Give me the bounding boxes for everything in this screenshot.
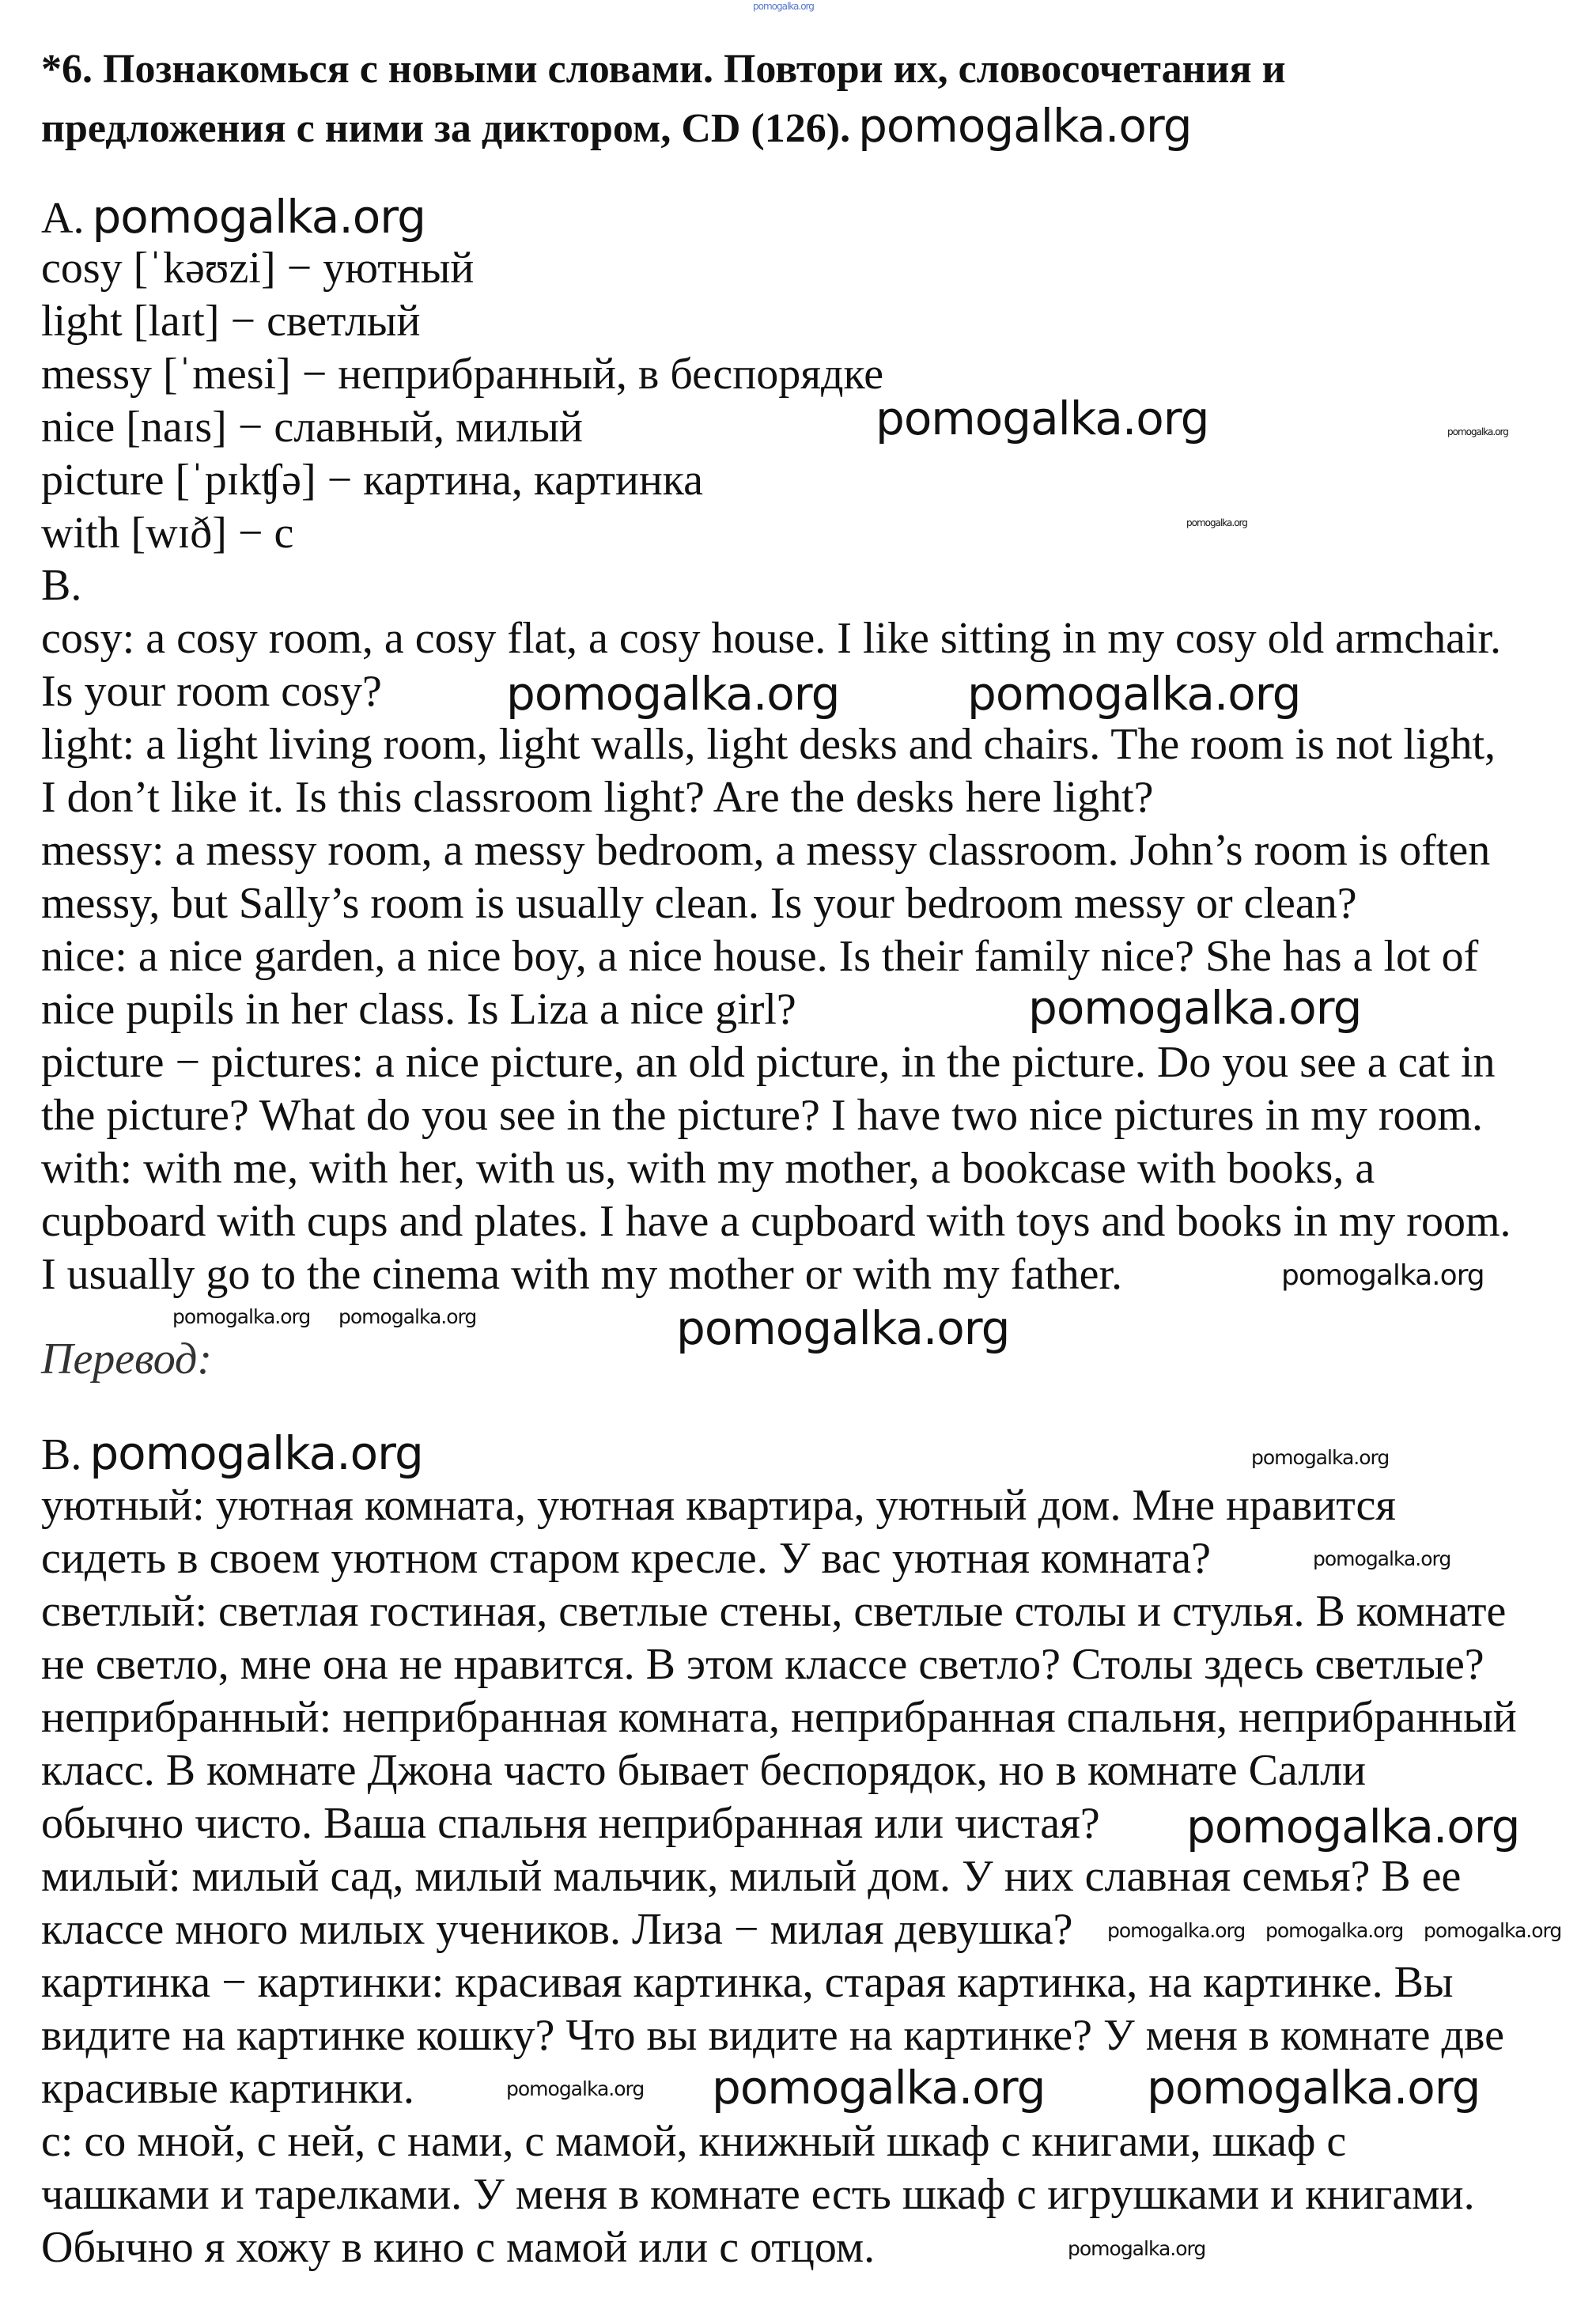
watermark: pomogalka.org xyxy=(92,190,425,244)
example-line: nice pupils in her class. Is Liza a nice girl? xyxy=(41,985,796,1034)
example-line: I usually go to the cinema with my mother or with my father. xyxy=(41,1250,1123,1299)
watermark: pomogalka.org xyxy=(858,99,1192,153)
section-b-label: B. xyxy=(41,561,82,610)
watermark: pomogalka.org xyxy=(1251,1446,1390,1469)
translation-line: сидеть в своем уютном старом кресле. У вас уютная комната? xyxy=(41,1534,1211,1583)
watermark: pomogalka.org xyxy=(1186,517,1247,528)
section-a-label-row xyxy=(41,190,425,244)
watermark: pomogalka.org xyxy=(338,1305,477,1328)
exercise-title-line-2-row xyxy=(41,99,1192,153)
watermark: pomogalka.org xyxy=(1424,1919,1562,1942)
translation-label: B. xyxy=(41,1430,82,1479)
watermark: pomogalka.org xyxy=(876,392,1209,445)
vocabulary-entry: light [laɪt] − светлый xyxy=(41,297,421,346)
watermark: pomogalka.org xyxy=(676,1301,1010,1355)
translation-line: видите на картинке кошку? Что вы видите на картинке? У меня в комнате две xyxy=(41,2011,1504,2060)
translation-line: чашками и тарелками. У меня в комнате есть шкаф с игрушками и книгами. xyxy=(41,2170,1475,2219)
watermark: pomogalka.org xyxy=(1186,1800,1520,1853)
watermark: pomogalka.org xyxy=(753,1,814,12)
vocabulary-entry: picture [ˈpɪkʧə] − картина, картинка xyxy=(41,456,704,505)
translation-line: с: со мной, с ней, с нами, с мамой, книжный шкаф с книгами, шкаф с xyxy=(41,2117,1347,2166)
watermark: pomogalka.org xyxy=(506,667,840,721)
translation-line: красивые картинки. xyxy=(41,2064,414,2113)
example-line: messy: a messy room, a messy bedroom, a messy classroom. John’s room is often xyxy=(41,826,1491,875)
vocabulary-entry: with [wɪð] − с xyxy=(41,509,294,558)
vocabulary-entry: nice [naɪs] − славный, милый xyxy=(41,403,583,452)
example-line: picture − pictures: a nice picture, an old picture, in the picture. Do you see a cat in xyxy=(41,1038,1496,1087)
watermark: pomogalka.org xyxy=(1147,2061,1481,2115)
section-a-label: A. xyxy=(41,194,85,243)
example-line: cupboard with cups and plates. I have a cupboard with toys and books in my room. xyxy=(41,1197,1511,1246)
exercise-title-line-1: *6. Познакомься с новыми словами. Повтори их, словосочетания и xyxy=(41,47,1286,92)
vocabulary-entry: messy [ˈmesi] − неприбранный, в беспорядке xyxy=(41,350,884,399)
translation-line: милый: милый сад, милый мальчик, милый дом. У них славная семья? В ее xyxy=(41,1852,1462,1901)
translation-line: класс. В комнате Джона часто бывает беспорядок, но в комнате Салли xyxy=(41,1746,1367,1795)
exercise-title-line-2: предложения с ними за диктором, CD (126). xyxy=(41,106,851,151)
translation-label-row xyxy=(41,1426,423,1480)
watermark: pomogalka.org xyxy=(1313,1547,1451,1570)
example-line: nice: a nice garden, a nice boy, a nice house. Is their family nice? She has a lot of xyxy=(41,932,1479,981)
watermark: pomogalka.org xyxy=(1447,426,1508,437)
translation-line: неприбранный: неприбранная комната, неприбранная спальня, неприбранный xyxy=(41,1693,1517,1742)
watermark: pomogalka.org xyxy=(967,667,1301,721)
translation-line: картинка − картинки: красивая картинка, старая картинка, на картинке. Вы xyxy=(41,1958,1454,2007)
watermark: pomogalka.org xyxy=(712,2061,1046,2115)
example-line: messy, but Sally’s room is usually clean. Is your bedroom messy or clean? xyxy=(41,879,1357,928)
translation-line: не светло, мне она не нравится. В этом классе светло? Столы здесь светлые? xyxy=(41,1640,1484,1689)
translation-line: классе много милых учеников. Лиза − милая девушка? xyxy=(41,1905,1073,1954)
vocabulary-entry: cosy [ˈkəʊzi] − уютный xyxy=(41,244,475,293)
translation-line: уютный: уютная комната, уютная квартира, уютный дом. Мне нравится xyxy=(41,1481,1397,1530)
example-line: light: a light living room, light walls, light desks and chairs. The room is not light, xyxy=(41,720,1496,769)
example-line: cosy: a cosy room, a cosy flat, a cosy house. I like sitting in my cosy old armchair. xyxy=(41,614,1502,663)
watermark: pomogalka.org xyxy=(506,2077,645,2100)
translation-line: Обычно я хожу в кино с мамой или с отцом. xyxy=(41,2223,876,2272)
watermark: pomogalka.org xyxy=(1265,1919,1404,1942)
watermark: pomogalka.org xyxy=(89,1426,423,1480)
watermark: pomogalka.org xyxy=(172,1305,311,1328)
translation-heading: Перевод: xyxy=(41,1335,212,1384)
translation-line: светлый: светлая гостиная, светлые стены, светлые столы и стулья. В комнате xyxy=(41,1587,1507,1636)
example-line: with: with me, with her, with us, with my mother, a bookcase with books, a xyxy=(41,1144,1375,1193)
watermark: pomogalka.org xyxy=(1281,1259,1484,1292)
example-line: I don’t like it. Is this classroom light? Are the desks here light? xyxy=(41,773,1154,822)
watermark: pomogalka.org xyxy=(1028,981,1362,1035)
example-line: the picture? What do you see in the picture? I have two nice pictures in my room. xyxy=(41,1091,1484,1140)
watermark: pomogalka.org xyxy=(1107,1919,1246,1942)
translation-line: обычно чисто. Ваша спальня неприбранная или чистая? xyxy=(41,1799,1100,1848)
example-line: Is your room cosy? xyxy=(41,667,382,716)
watermark: pomogalka.org xyxy=(1068,2237,1206,2260)
